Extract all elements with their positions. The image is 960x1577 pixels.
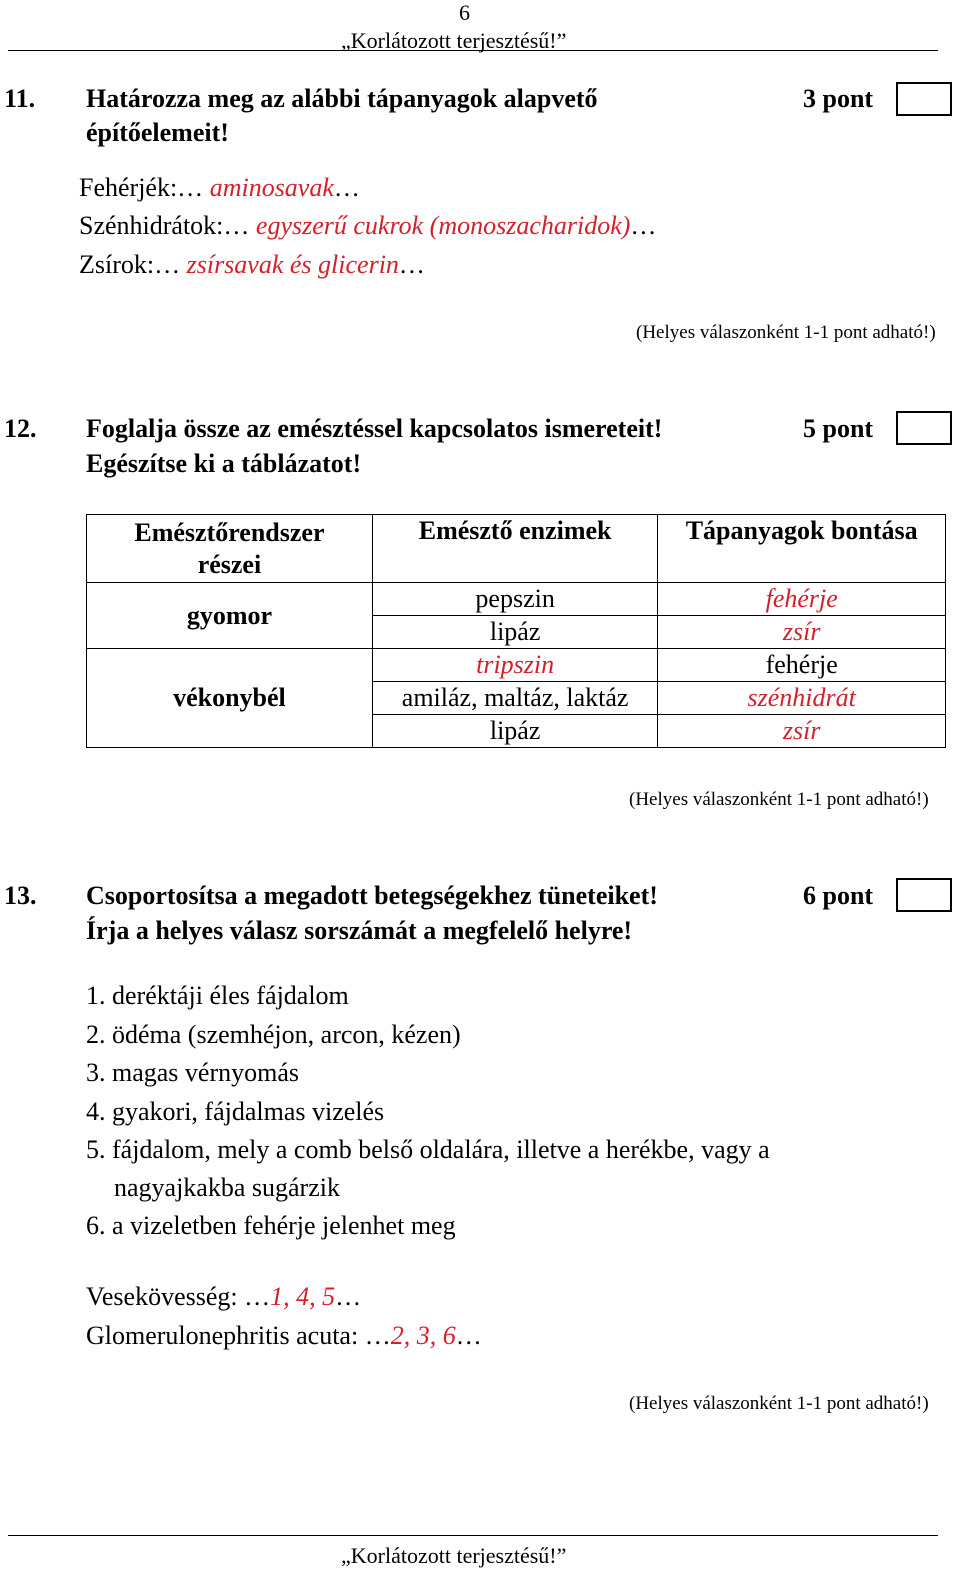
answer-label: Szénhidrátok:… [79, 211, 256, 240]
answer-value: 1, 4, 5 [270, 1282, 336, 1311]
organ-stomach: gyomor [87, 583, 373, 649]
q12-score-box[interactable] [896, 411, 952, 445]
organ-small-intestine: vékonybél [87, 649, 373, 748]
table-cell: fehérje [658, 649, 946, 682]
q13-score-box[interactable] [896, 878, 952, 912]
list-item: 6. a vizeletben fehérje jelenhet meg [86, 1211, 456, 1240]
q11-score-box[interactable] [896, 82, 952, 116]
q13-number: 13. [4, 881, 37, 910]
answer-tail: … [398, 250, 425, 279]
answer-value: egyszerű cukrok (monoszacharidok) [255, 211, 631, 240]
q11-points: 3 pont [803, 84, 874, 113]
q13-points: 6 pont [803, 881, 874, 910]
table-cell: pepszin [372, 583, 657, 616]
answer-value: zsírsavak és glicerin [186, 250, 399, 279]
list-item: 2. ödéma (szemhéjon, arcon, kézen) [86, 1020, 461, 1049]
list-item: 1. deréktáji éles fájdalom [86, 981, 349, 1010]
list-item: 3. magas vérnyomás [86, 1058, 300, 1087]
footer-divider [8, 1535, 938, 1536]
header-notice: „Korlátozott terjesztésű!” [341, 28, 567, 53]
q12-number: 12. [4, 414, 37, 443]
digestion-table [86, 514, 946, 748]
answer-label: Fehérjék:… [79, 173, 210, 202]
table-cell: lipáz [372, 616, 657, 649]
q12-title-line1: Foglalja össze az emésztéssel kapcsolatos ismereteit! [86, 414, 663, 443]
q13-scoring-note: (Helyes válaszonként 1-1 pont adható!) [629, 1393, 929, 1414]
list-item: 4. gyakori, fájdalmas vizelés [86, 1097, 385, 1126]
q13-answer-kidney-stones [86, 1282, 361, 1312]
table-cell: amiláz, maltáz, laktáz [372, 682, 657, 715]
table-cell: fehérje [658, 583, 946, 616]
answer-tail: … [333, 173, 360, 202]
answer-label: Zsírok:… [79, 250, 187, 279]
q11-title-line2: építőelemeit! [86, 118, 229, 147]
q12-scoring-note: (Helyes válaszonként 1-1 pont adható!) [629, 789, 929, 810]
header-divider [8, 50, 938, 51]
answer-tail: … [630, 211, 657, 240]
table-cell: szénhidrát [658, 682, 946, 715]
table-cell: zsír [658, 616, 946, 649]
q11-title-line1: Határozza meg az alábbi tápanyagok alapvető [86, 84, 598, 113]
q11-answer-fats [79, 250, 425, 280]
header-organ: Emésztőrendszer részei [87, 515, 373, 583]
header-enzyme: Emésztő enzimek [372, 515, 657, 583]
footer-notice: „Korlátozott terjesztésű!” [341, 1543, 567, 1568]
answer-value: aminosavak [209, 173, 334, 202]
q11-scoring-note: (Helyes válaszonként 1-1 pont adható!) [636, 322, 936, 343]
answer-label: Glomerulonephritis acuta: … [86, 1321, 391, 1350]
q11-answer-proteins [79, 173, 360, 203]
q12-title-line2: Egészítse ki a táblázatot! [86, 449, 362, 478]
list-item: 5. fájdalom, mely a comb belső oldalára, illetve a herékbe, vagy a [86, 1135, 770, 1164]
q11-answer-carbs [79, 211, 656, 241]
answer-tail: … [335, 1282, 362, 1311]
q13-title-line1: Csoportosítsa a megadott betegségekhez tüneteiket! [86, 881, 658, 910]
table-cell: zsír [658, 715, 946, 748]
q13-answer-glomerulonephritis [86, 1321, 482, 1351]
header-nutrient: Tápanyagok bontása [658, 515, 946, 583]
answer-value: 2, 3, 6 [390, 1321, 456, 1350]
answer-label: Vesekövesség: … [86, 1282, 271, 1311]
answer-tail: … [455, 1321, 482, 1350]
page-number: 6 [459, 0, 470, 25]
table-cell: lipáz [372, 715, 657, 748]
table-cell: tripszin [372, 649, 657, 682]
list-item-continuation: nagyajkakba sugárzik [114, 1173, 340, 1202]
q12-points: 5 pont [803, 414, 874, 443]
q11-number: 11. [4, 84, 36, 113]
q13-title-line2: Írja a helyes válasz sorszámát a megfelelő helyre! [86, 916, 633, 945]
